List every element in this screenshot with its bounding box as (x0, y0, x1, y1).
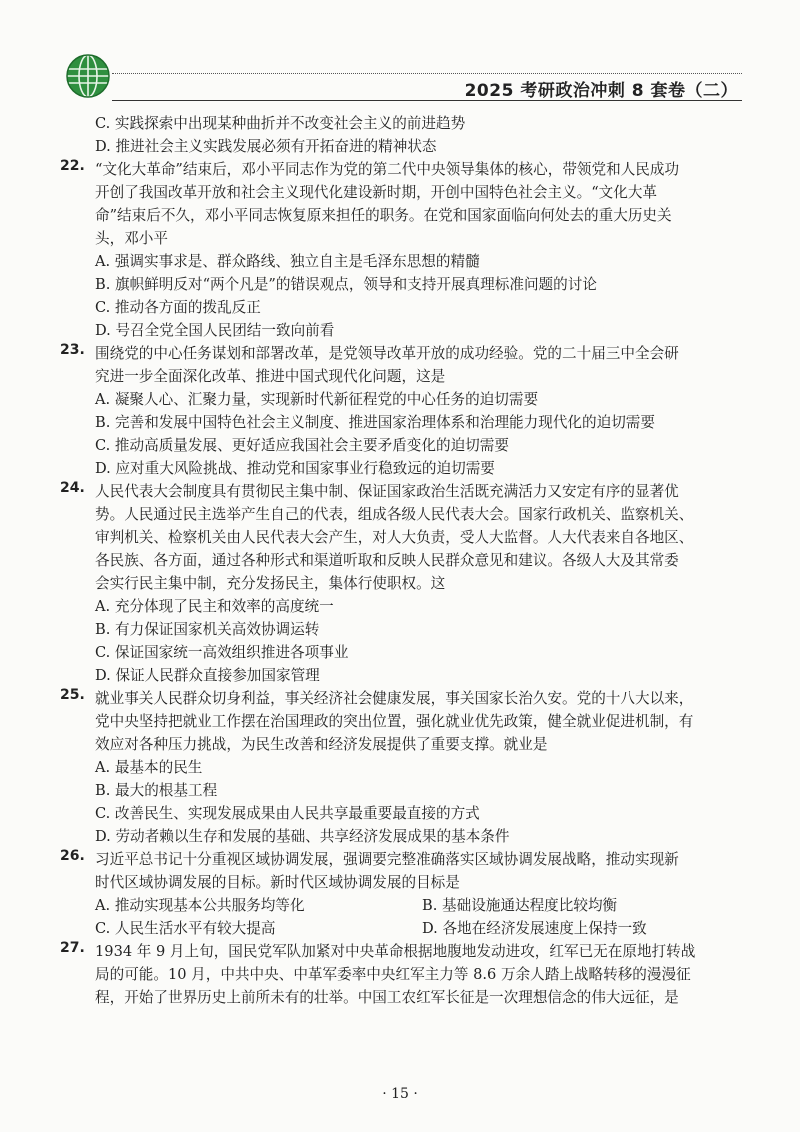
answer-option: A. 充分体现了民主和效率的高度统一 (95, 598, 334, 615)
option-prev-d: D. 推进社会主义实践发展必须有开拓奋进的精神状态 (95, 138, 437, 155)
question-stem-line: 人民代表大会制度具有贯彻民主集中制、保证国家政治生活既充满活力又安定有序的显著优 (95, 483, 679, 500)
question-stem-line: 开创了我国改革开放和社会主义现代化建设新时期，开创中国特色社会主义。“文化大革 (95, 184, 658, 201)
question-stem-line: 局的可能。10 月，中共中央、中革军委率中央红军主力等 8.6 万余人踏上战略转移的漫漫征 (95, 966, 691, 983)
question-stem-line: 效应对各种压力挑战，为民生改善和经济发展提供了重要支撑。就业是 (95, 736, 548, 753)
answer-option: A. 推动实现基本公共服务均等化 (95, 897, 305, 914)
answer-option: C. 保证国家统一高效组织推进各项事业 (95, 644, 349, 661)
question-stem-line: 命”结束后不久，邓小平同志恢复原来担任的职务。在党和国家面临向何处去的重大历史关 (95, 207, 672, 224)
answer-option: D. 保证人民群众直接参加国家管理 (95, 667, 320, 684)
option-prev-c: C. 实践探索中出现某种曲折并不改变社会主义的前进趋势 (95, 115, 466, 132)
page-header (0, 0, 800, 110)
question-number: 22. (60, 158, 85, 174)
page-content (60, 112, 740, 1009)
question-number: 26. (60, 848, 85, 864)
answer-option: B. 基础设施通达程度比较均衡 (422, 897, 618, 914)
answer-option: C. 改善民生、实现发展成果由人民共享最重要最直接的方式 (95, 805, 480, 822)
answer-option: B. 最大的根基工程 (95, 782, 218, 799)
question-stem-line: 就业事关人民群众切身利益，事关经济社会健康发展，事关国家长治久安。党的十八大以来， (95, 690, 694, 707)
question-stem-line: 党中央坚持把就业工作摆在治国理政的突出位置，强化就业优先政策，健全就业促进机制，有 (95, 713, 694, 730)
answer-option: B. 旗帜鲜明反对“两个凡是”的错误观点，领导和支持开展真理标准问题的讨论 (95, 276, 597, 293)
question-stem-line: 各民族、各方面，通过各种形式和渠道听取和反映人民群众意见和建议。各级人大及其常委 (95, 552, 679, 569)
question-stem-line: 会实行民主集中制，充分发扬民主，集体行使职权。这 (95, 575, 446, 592)
answer-option: C. 人民生活水平有较大提高 (95, 920, 276, 937)
header-title: 2025 考研政治冲刺 8 套卷（二） (464, 81, 738, 101)
answer-option: D. 各地在经济发展速度上保持一致 (422, 920, 647, 937)
question-number: 24. (60, 480, 85, 496)
question-stem-line: “文化大革命”结束后，邓小平同志作为党的第二代中央领导集体的核心，带领党和人民成功 (95, 161, 680, 178)
page-number: · 15 · (382, 1086, 418, 1102)
question-number: 23. (60, 342, 85, 358)
answer-option: D. 号召全党全国人民团结一致向前看 (95, 322, 335, 339)
answer-option: D. 劳动者赖以生存和发展的基础、共享经济发展成果的基本条件 (95, 828, 510, 845)
question-stem-line: 势。人民通过民主选举产生自己的代表，组成各级人民代表大会。国家行政机关、监察机关、 (95, 506, 694, 523)
question-stem-line: 围绕党的中心任务谋划和部署改革，是党领导改革开放的成功经验。党的二十届三中全会研 (95, 345, 679, 362)
question (60, 158, 740, 342)
question-number: 25. (60, 687, 85, 703)
answer-option: A. 凝聚人心、汇聚力量，实现新时代新征程党的中心任务的迫切需要 (95, 391, 539, 408)
question-stem-line: 习近平总书记十分重视区域协调发展，强调要完整准确落实区域协调发展战略，推动实现新 (95, 851, 679, 868)
answer-option: B. 有力保证国家机关高效协调运转 (95, 621, 320, 638)
question (60, 848, 740, 940)
question-stem-line: 1934 年 9 月上旬，国民党军队加紧对中央革命根据地腹地发动进攻，红军已无在原地打转战 (95, 943, 696, 960)
question (60, 342, 740, 480)
question (60, 940, 740, 1009)
answer-option: C. 推动高质量发展、更好适应我国社会主要矛盾变化的迫切需要 (95, 437, 509, 454)
answer-option: B. 完善和发展中国特色社会主义制度、推进国家治理体系和治理能力现代化的迫切需要 (95, 414, 655, 431)
question (60, 480, 740, 687)
answer-option: A. 最基本的民生 (95, 759, 203, 776)
question-stem-line: 时代区域协调发展的目标。新时代区域协调发展的目标是 (95, 874, 460, 891)
header-rule (112, 100, 742, 101)
question-stem-line: 究进一步全面深化改革、推进中国式现代化问题，这是 (95, 368, 446, 385)
question-stem-line: 审判机关、检察机关由人民代表大会产生，对人大负责，受人大监督。人大代表来自各地区、 (95, 529, 694, 546)
question-stem-line: 头，邓小平 (95, 230, 168, 247)
question-stem-line: 程，开始了世界历史上前所未有的壮举。中国工农红军长征是一次理想信念的伟大远征，是 (95, 989, 679, 1006)
globe-logo-icon (64, 52, 112, 100)
answer-option: A. 强调实事求是、群众路线、独立自主是毛泽东思想的精髓 (95, 253, 480, 270)
question-number: 27. (60, 940, 85, 956)
question (60, 687, 740, 848)
answer-option: D. 应对重大风险挑战、推动党和国家事业行稳致远的迫切需要 (95, 460, 495, 477)
answer-option-row (78, 894, 740, 917)
header-dotted-rule (112, 73, 742, 74)
answer-option: C. 推动各方面的拨乱反正 (95, 299, 261, 316)
answer-option-row (78, 917, 740, 940)
